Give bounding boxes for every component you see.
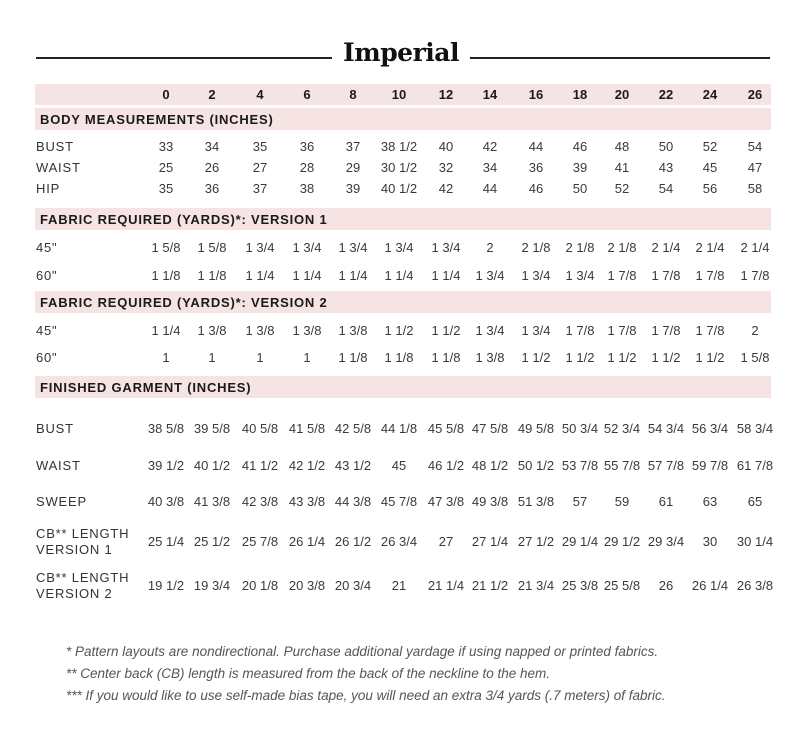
table-cell: 52 3/4: [603, 421, 641, 436]
table-cell: 36: [299, 139, 315, 154]
row-label-line-2: VERSION 1: [36, 542, 113, 557]
size-header: 16: [528, 87, 544, 102]
table-cell: 52: [702, 139, 718, 154]
table-cell: 29 1/2: [603, 534, 641, 549]
table-cell: 56: [702, 181, 718, 196]
table-cell: 44 3/8: [334, 494, 372, 509]
table-cell: 35: [158, 181, 174, 196]
page-title: Imperial: [343, 38, 459, 67]
table-cell: 1: [208, 350, 216, 365]
row-label: WAIST: [36, 458, 81, 473]
table-cell: 65: [747, 494, 763, 509]
row-label: BUST: [36, 139, 74, 154]
table-cell: 26 3/8: [736, 578, 774, 593]
table-cell: 1 3/4: [521, 323, 551, 338]
table-cell: 1 7/8: [651, 268, 681, 283]
table-cell: 56 3/4: [691, 421, 729, 436]
table-cell: 42: [438, 181, 454, 196]
table-cell: 38 5/8: [147, 421, 185, 436]
table-cell: 39 1/2: [147, 458, 185, 473]
row-label: 45": [36, 323, 58, 338]
table-cell: 1 7/8: [695, 323, 725, 338]
table-cell: 25 7/8: [241, 534, 279, 549]
table-cell: 1 1/8: [197, 268, 227, 283]
table-cell: 30 1/2: [380, 160, 418, 175]
row-label: HIP: [36, 181, 61, 196]
table-cell: 59 7/8: [691, 458, 729, 473]
footnote-2: ** Center back (CB) length is measured from the back of the neckline to the hem.: [66, 666, 550, 681]
table-cell: 48 1/2: [471, 458, 509, 473]
table-cell: 52: [614, 181, 630, 196]
size-header: 8: [349, 87, 357, 102]
table-cell: 26 1/4: [691, 578, 729, 593]
table-cell: 37: [252, 181, 268, 196]
row-label: WAIST: [36, 160, 81, 175]
table-cell: 29: [345, 160, 361, 175]
table-cell: 39 5/8: [193, 421, 231, 436]
table-cell: 35: [252, 139, 268, 154]
table-cell: 1 7/8: [651, 323, 681, 338]
table-cell: 45 7/8: [380, 494, 418, 509]
table-cell: 55 7/8: [603, 458, 641, 473]
table-cell: 1 1/4: [151, 323, 181, 338]
table-cell: 1 3/8: [292, 323, 322, 338]
size-header: 6: [303, 87, 311, 102]
table-cell: 45 5/8: [427, 421, 465, 436]
table-cell: 36: [528, 160, 544, 175]
size-header: 0: [162, 87, 170, 102]
table-cell: 1 1/4: [245, 268, 275, 283]
footnote-3: *** If you would like to use self-made bias tape, you will need an extra 3/4 yards (.7 meters) of fabric.: [66, 688, 666, 703]
table-cell: 26 1/4: [288, 534, 326, 549]
table-cell: 38: [299, 181, 315, 196]
table-cell: 26 3/4: [380, 534, 418, 549]
table-cell: 1 5/8: [740, 350, 770, 365]
size-header: 12: [438, 87, 454, 102]
table-cell: 1 3/4: [521, 268, 551, 283]
table-cell: 2: [751, 323, 759, 338]
table-cell: 37: [345, 139, 361, 154]
size-header: 26: [747, 87, 763, 102]
table-cell: 28: [299, 160, 315, 175]
table-cell: 1 5/8: [151, 240, 181, 255]
table-cell: 27: [252, 160, 268, 175]
table-cell: 30 1/4: [736, 534, 774, 549]
section-title-fabric1: FABRIC REQUIRED (YARDS)*: VERSION 1: [40, 212, 328, 227]
table-cell: 27: [438, 534, 454, 549]
table-cell: 25 1/4: [147, 534, 185, 549]
row-label: 60": [36, 268, 58, 283]
table-cell: 49 5/8: [517, 421, 555, 436]
table-cell: 47 5/8: [471, 421, 509, 436]
table-cell: 51 3/8: [517, 494, 555, 509]
table-cell: 20 3/4: [334, 578, 372, 593]
table-cell: 1 1/2: [695, 350, 725, 365]
row-label: BUST: [36, 421, 74, 436]
section-title-finished: FINISHED GARMENT (INCHES): [40, 380, 252, 395]
table-cell: 1 1/8: [151, 268, 181, 283]
table-cell: 41: [614, 160, 630, 175]
table-cell: 25 5/8: [603, 578, 641, 593]
table-cell: 1 3/4: [565, 268, 595, 283]
table-cell: 21: [391, 578, 407, 593]
table-cell: 40: [438, 139, 454, 154]
size-header: 20: [614, 87, 630, 102]
table-cell: 39: [572, 160, 588, 175]
table-cell: 1 1/2: [607, 350, 637, 365]
table-cell: 1 3/8: [475, 350, 505, 365]
table-cell: 42 3/8: [241, 494, 279, 509]
row-label-line-2: VERSION 2: [36, 586, 113, 601]
size-header: 2: [208, 87, 216, 102]
table-cell: 1 3/4: [475, 323, 505, 338]
table-cell: 33: [158, 139, 174, 154]
table-cell: 45: [702, 160, 718, 175]
table-cell: 1 3/4: [245, 240, 275, 255]
table-cell: 21 1/4: [427, 578, 465, 593]
table-cell: 41 5/8: [288, 421, 326, 436]
table-cell: 1: [303, 350, 311, 365]
table-cell: 40 3/8: [147, 494, 185, 509]
row-label: [36, 526, 129, 558]
table-cell: 19 3/4: [193, 578, 231, 593]
table-cell: 26 1/2: [334, 534, 372, 549]
table-cell: 53 7/8: [561, 458, 599, 473]
size-header: 24: [702, 87, 718, 102]
table-cell: 1 3/8: [338, 323, 368, 338]
table-cell: 1 3/8: [245, 323, 275, 338]
table-cell: 50 3/4: [561, 421, 599, 436]
table-cell: 54: [658, 181, 674, 196]
table-cell: 59: [614, 494, 630, 509]
table-cell: 1 1/2: [521, 350, 551, 365]
size-header: 4: [256, 87, 264, 102]
row-label: [36, 570, 129, 602]
table-cell: 54 3/4: [647, 421, 685, 436]
table-cell: 46: [572, 139, 588, 154]
table-cell: 46 1/2: [427, 458, 465, 473]
row-label: 60": [36, 350, 58, 365]
table-cell: 34: [204, 139, 220, 154]
table-cell: 29 3/4: [647, 534, 685, 549]
table-cell: 1 1/4: [431, 268, 461, 283]
table-cell: 30: [702, 534, 718, 549]
table-cell: 1 1/8: [431, 350, 461, 365]
table-cell: 48: [614, 139, 630, 154]
table-cell: 25 1/2: [193, 534, 231, 549]
table-cell: 27 1/2: [517, 534, 555, 549]
size-header: 14: [482, 87, 498, 102]
footnote-1: * Pattern layouts are nondirectional. Purchase additional yardage if using napped or printed fabrics.: [66, 644, 659, 659]
table-cell: 40 5/8: [241, 421, 279, 436]
table-cell: 40 1/2: [193, 458, 231, 473]
row-label: SWEEP: [36, 494, 87, 509]
table-cell: 57 7/8: [647, 458, 685, 473]
table-cell: 1 7/8: [607, 323, 637, 338]
table-cell: 26: [658, 578, 674, 593]
table-cell: 36: [204, 181, 220, 196]
table-cell: 54: [747, 139, 763, 154]
table-cell: 2 1/4: [740, 240, 770, 255]
section-title-body: BODY MEASUREMENTS (INCHES): [40, 112, 274, 127]
table-cell: 42: [482, 139, 498, 154]
table-cell: 1 3/4: [384, 240, 414, 255]
table-cell: 45: [391, 458, 407, 473]
title-row: [36, 38, 770, 74]
table-cell: 26: [204, 160, 220, 175]
table-cell: 44: [482, 181, 498, 196]
table-cell: 50 1/2: [517, 458, 555, 473]
table-cell: 39: [345, 181, 361, 196]
table-cell: 1 7/8: [607, 268, 637, 283]
size-header: 22: [658, 87, 674, 102]
table-cell: 20 3/8: [288, 578, 326, 593]
table-cell: 47 3/8: [427, 494, 465, 509]
table-cell: 1 7/8: [695, 268, 725, 283]
table-cell: 1 1/2: [651, 350, 681, 365]
table-cell: 21 3/4: [517, 578, 555, 593]
table-cell: 1 3/4: [338, 240, 368, 255]
row-label: 45": [36, 240, 58, 255]
table-cell: 20 1/8: [241, 578, 279, 593]
table-cell: 44: [528, 139, 544, 154]
table-cell: 2 1/4: [651, 240, 681, 255]
table-cell: 58: [747, 181, 763, 196]
table-cell: 44 1/8: [380, 421, 418, 436]
table-cell: 41 1/2: [241, 458, 279, 473]
table-cell: 2 1/8: [565, 240, 595, 255]
table-cell: 43 3/8: [288, 494, 326, 509]
size-header: 10: [391, 87, 407, 102]
row-label-line-1: CB** LENGTH: [36, 570, 130, 585]
table-cell: 58 3/4: [736, 421, 774, 436]
table-cell: 47: [747, 160, 763, 175]
table-cell: 29 1/4: [561, 534, 599, 549]
table-cell: 1 3/4: [431, 240, 461, 255]
table-cell: 2: [486, 240, 494, 255]
section-title-fabric2: FABRIC REQUIRED (YARDS)*: VERSION 2: [40, 295, 328, 310]
row-label-line-1: CB** LENGTH: [36, 526, 130, 541]
table-cell: 41 3/8: [193, 494, 231, 509]
table-cell: 27 1/4: [471, 534, 509, 549]
title-rule-right: [470, 57, 770, 59]
table-cell: 43 1/2: [334, 458, 372, 473]
table-cell: 61: [658, 494, 674, 509]
table-cell: 49 3/8: [471, 494, 509, 509]
table-cell: 38 1/2: [380, 139, 418, 154]
table-cell: 2 1/4: [695, 240, 725, 255]
table-cell: 1 3/4: [475, 268, 505, 283]
table-cell: 1 3/8: [197, 323, 227, 338]
table-cell: 1 1/8: [338, 350, 368, 365]
footnotes: [66, 641, 666, 707]
table-cell: 21 1/2: [471, 578, 509, 593]
table-cell: 61 7/8: [736, 458, 774, 473]
table-cell: 1 7/8: [565, 323, 595, 338]
table-cell: 2 1/8: [521, 240, 551, 255]
table-cell: 2 1/8: [607, 240, 637, 255]
table-cell: 1 1/4: [338, 268, 368, 283]
table-cell: 50: [658, 139, 674, 154]
table-cell: 32: [438, 160, 454, 175]
table-cell: 1 1/8: [384, 350, 414, 365]
table-cell: 1: [256, 350, 264, 365]
table-cell: 1 1/4: [384, 268, 414, 283]
table-cell: 42 5/8: [334, 421, 372, 436]
title-rule-left: [36, 57, 332, 59]
table-cell: 57: [572, 494, 588, 509]
table-cell: 1 1/2: [431, 323, 461, 338]
table-cell: 34: [482, 160, 498, 175]
table-cell: 1 3/4: [292, 240, 322, 255]
table-cell: 1 1/2: [565, 350, 595, 365]
table-cell: 50: [572, 181, 588, 196]
table-cell: 25: [158, 160, 174, 175]
table-cell: 1 5/8: [197, 240, 227, 255]
size-header: 18: [572, 87, 588, 102]
table-cell: 1: [162, 350, 170, 365]
table-cell: 46: [528, 181, 544, 196]
table-cell: 1 1/4: [292, 268, 322, 283]
table-cell: 43: [658, 160, 674, 175]
table-cell: 40 1/2: [380, 181, 418, 196]
table-cell: 1 1/2: [384, 323, 414, 338]
table-cell: 25 3/8: [561, 578, 599, 593]
table-cell: 42 1/2: [288, 458, 326, 473]
table-cell: 1 7/8: [740, 268, 770, 283]
table-cell: 63: [702, 494, 718, 509]
table-cell: 19 1/2: [147, 578, 185, 593]
